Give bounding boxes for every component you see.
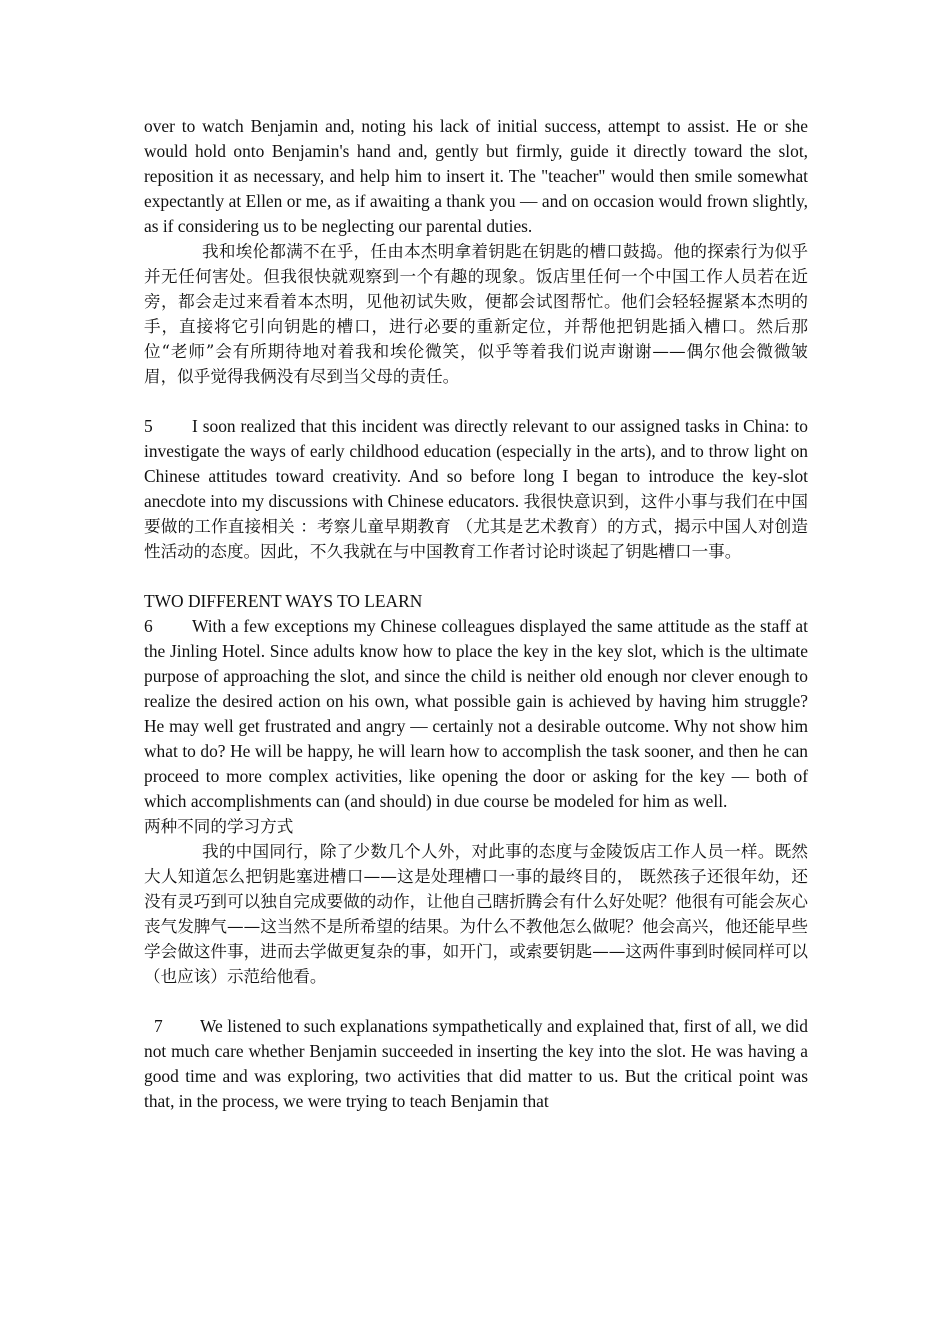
section-heading-chinese: 两种不同的学习方式 (144, 817, 294, 836)
document-page (144, 114, 808, 1114)
paragraph-gap (144, 989, 808, 1014)
paragraph-4-english: over to watch Benjamin and, noting his lack of initial success, attempt to assist. He or she would hold onto Benjamin's hand and, gently but firmly, guide it directly toward the slot, reposition it as necessary, and help him to insert it. The "teacher" would then smile somewhat expectantly at Ellen or me, as if awaiting a thank you — and on occasion would frown slightly, as if considering us to be neglecting our parental duties. (144, 116, 808, 236)
paragraph-gap (144, 564, 808, 589)
paragraph-5-english (144, 414, 808, 564)
paragraph-4-chinese: 我和埃伦都满不在乎，任由本杰明拿着钥匙在钥匙的槽口鼓捣。他的探索行为似乎并无任何害处。但我很快就观察到一个有趣的现象。饭店里任何一个中国工作人员若在近旁，都会走过来看着本杰明，见他初试失败，便都会试图帮忙。他们会轻轻握紧本杰明的手，直接将它引向钥匙的槽口，进行必要的重新定位，并帮他把钥匙插入槽口。然后那位“老师”会有所期待地对着我和埃伦微笑，似乎等着我们说声谢谢——偶尔他会微微皱眉，似乎觉得我俩没有尽到当父母的责任。 (144, 242, 808, 386)
paragraph-5-text: I soon realized that this incident was directly relevant to our assigned tasks in China: to investigate the ways of early childhood education (especially in the arts), and to throw light on Chinese attitudes toward creativity. And so before long I began to introduce the key-slot anecdote into my discussions with Chinese educators. (144, 416, 808, 511)
paragraph-6-chinese: 我的中国同行，除了少数几个人外，对此事的态度与金陵饭店工作人员一样。既然大人知道怎么把钥匙塞进槽口——这是处理槽口一事的最终目的， 既然孩子还很年幼，还没有灵巧到可以独自完成要做的动作，让他自己瞎折腾会有什么好处呢？他很有可能会灰心丧气发脾气——这当然不是所希望的结果。为什么不教他怎么做呢？他会高兴，他还能早些学会做这件事，进而去学做更复杂的事，如开门，或索要钥匙——这两件事到时候同样可以 （也应该）示范给他看。 (144, 842, 808, 986)
paragraph-number: 6 (144, 616, 153, 636)
paragraph-6-text: With a few exceptions my Chinese colleagues displayed the same attitude as the staff at the Jinling Hotel. Since adults know how to place the key in the key slot, which is the ultimate purpose of approaching the slot, and since the child is neither old enough nor clever enough to realize the desired action on his own, what possible gain is achieved by having him struggle? He may well get frustrated and angry — certainly not a desirable outcome. Why not show him what to do? He will be happy, he will learn how to accomplish the task sooner, and then he can proceed to more complex activities, like opening the door or asking for the key — both of which accomplishments can (and should) in due course be modeled for him as well. (144, 616, 808, 811)
paragraph-number: 5 (144, 416, 153, 436)
paragraph-7-english (144, 1014, 808, 1114)
paragraph-gap (144, 389, 808, 414)
paragraph-7-text: We listened to such explanations sympathetically and explained that, first of all, we did not much care whether Benjamin succeeded in inserting the key into the slot. He was having a good time and was exploring, two activities that did matter to us. But the critical point was that, in the process, we were trying to teach Benjamin that (144, 1016, 808, 1111)
paragraph-number: 7 (154, 1016, 163, 1036)
paragraph-6-english (144, 614, 808, 814)
section-heading-english: TWO DIFFERENT WAYS TO LEARN (144, 591, 423, 611)
paragraph-5-chinese: 我很快意识到，这件小事与我们在中国要做的工作直接相关 ：考察儿童早期教育 （尤其是艺术教育）的方式，揭示中国人对创造性活动的态度。因此，不久我就在与中国教育工作者讨论时谈起了钥匙槽口一事。 (144, 492, 808, 561)
